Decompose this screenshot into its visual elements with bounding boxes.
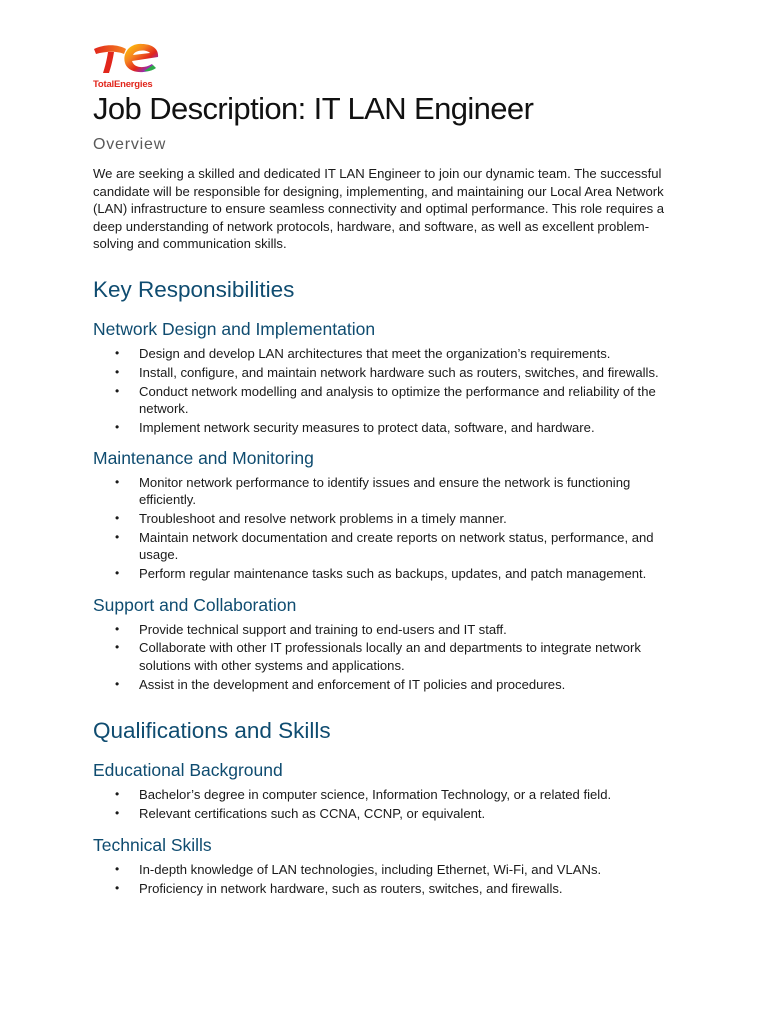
bullet-icon: • [115, 345, 120, 360]
list-item [93, 805, 683, 823]
bullet-icon: • [115, 676, 120, 691]
totalenergies-logo [92, 41, 162, 91]
list-item-text: Relevant certifications such as CCNA, CCNP, or equivalent. [139, 806, 486, 822]
list-item-text: Maintain network documentation and create reports on network status, performance, and usage. [139, 529, 654, 563]
document-subtitle: Overview [93, 136, 167, 153]
list-item [93, 364, 683, 382]
list-item [93, 621, 683, 639]
section-heading: Key Responsibilities [93, 276, 295, 302]
overview-paragraph: We are seeking a skilled and dedicated IT LAN Engineer to join our dynamic team. The successful candidate will be responsible for designing, implementing, and maintaining our Local Area Network (LAN) infrastructure to ensure seamless connectivity and optimal performance. This role requires a deep understanding of network protocols, hardware, and software, as well as excellent problem-solving and communication skills. [93, 166, 665, 252]
bullet-icon: • [115, 621, 120, 636]
subsection-educational-background [93, 759, 683, 822]
subsection-heading: Network Design and Implementation [93, 318, 376, 339]
list-item [93, 345, 683, 363]
list-item-text: Assist in the development and enforcement of IT policies and procedures. [139, 676, 566, 692]
bullet-icon: • [115, 880, 120, 895]
bullet-icon: • [115, 419, 120, 434]
bullet-list [93, 345, 683, 437]
bullet-icon: • [115, 510, 120, 525]
bullet-icon: • [115, 787, 120, 802]
list-item-text: Perform regular maintenance tasks such as backups, updates, and patch management. [139, 566, 647, 582]
bullet-list [93, 621, 683, 694]
bullet-icon: • [115, 383, 120, 398]
list-item-text: Conduct network modelling and analysis to optimize the performance and reliability of the network. [139, 383, 656, 417]
subsection-heading: Maintenance and Monitoring [93, 447, 314, 468]
bullet-icon: • [115, 474, 120, 489]
list-item-text: Design and develop LAN architectures that meet the organization’s requirements. [139, 345, 611, 361]
list-item [93, 529, 683, 564]
bullet-icon: • [115, 806, 120, 821]
list-item [93, 880, 683, 898]
list-item [93, 676, 683, 694]
list-item-text: Install, configure, and maintain network hardware such as routers, switches, and firewalls. [139, 364, 659, 380]
subsection-network-design [93, 318, 683, 437]
subsection-support-collaboration [93, 594, 683, 694]
bullet-icon: • [115, 529, 120, 544]
list-item [93, 419, 683, 437]
bullet-icon: • [115, 566, 120, 581]
section-heading: Qualifications and Skills [93, 718, 331, 744]
section-key-responsibilities [93, 276, 683, 693]
subsection-heading: Technical Skills [93, 834, 212, 855]
list-item [93, 383, 683, 418]
document-title: Job Description: IT LAN Engineer [93, 91, 534, 126]
list-item-text: Troubleshoot and resolve network problems in a timely manner. [139, 510, 507, 526]
list-item-text: Collaborate with other IT professionals locally an and departments to integrate network solutions with other systems and applications. [139, 640, 641, 673]
list-item [93, 861, 683, 879]
list-item [93, 474, 683, 509]
list-item [93, 639, 683, 674]
list-item-text: Bachelor’s degree in computer science, Information Technology, or a related field. [139, 787, 612, 803]
logo-mark-icon [92, 41, 162, 79]
subsection-maintenance-monitoring [93, 447, 683, 583]
list-item [93, 565, 683, 583]
list-item-text: Implement network security measures to protect data, software, and hardware. [139, 419, 595, 435]
list-item-text: Provide technical support and training to end-users and IT staff. [139, 621, 507, 637]
subsection-heading: Educational Background [93, 760, 283, 781]
document-body [93, 90, 683, 897]
logo-wordmark: TotalEnergies [93, 79, 153, 90]
bullet-list [93, 786, 683, 822]
list-item-text: Monitor network performance to identify issues and ensure the network is functioning efficiently. [139, 474, 631, 508]
list-item [93, 510, 683, 528]
list-item-text: In-depth knowledge of LAN technologies, including Ethernet, Wi-Fi, and VLANs. [139, 861, 602, 877]
subsection-heading: Support and Collaboration [93, 594, 297, 615]
bullet-list [93, 474, 683, 583]
list-item [93, 786, 683, 804]
list-item-text: Proficiency in network hardware, such as routers, switches, and firewalls. [139, 880, 563, 896]
bullet-icon: • [115, 364, 120, 379]
bullet-icon: • [115, 861, 120, 876]
bullet-icon: • [115, 640, 120, 655]
bullet-list [93, 861, 683, 897]
section-qualifications-skills [93, 717, 683, 897]
subsection-technical-skills [93, 834, 683, 897]
